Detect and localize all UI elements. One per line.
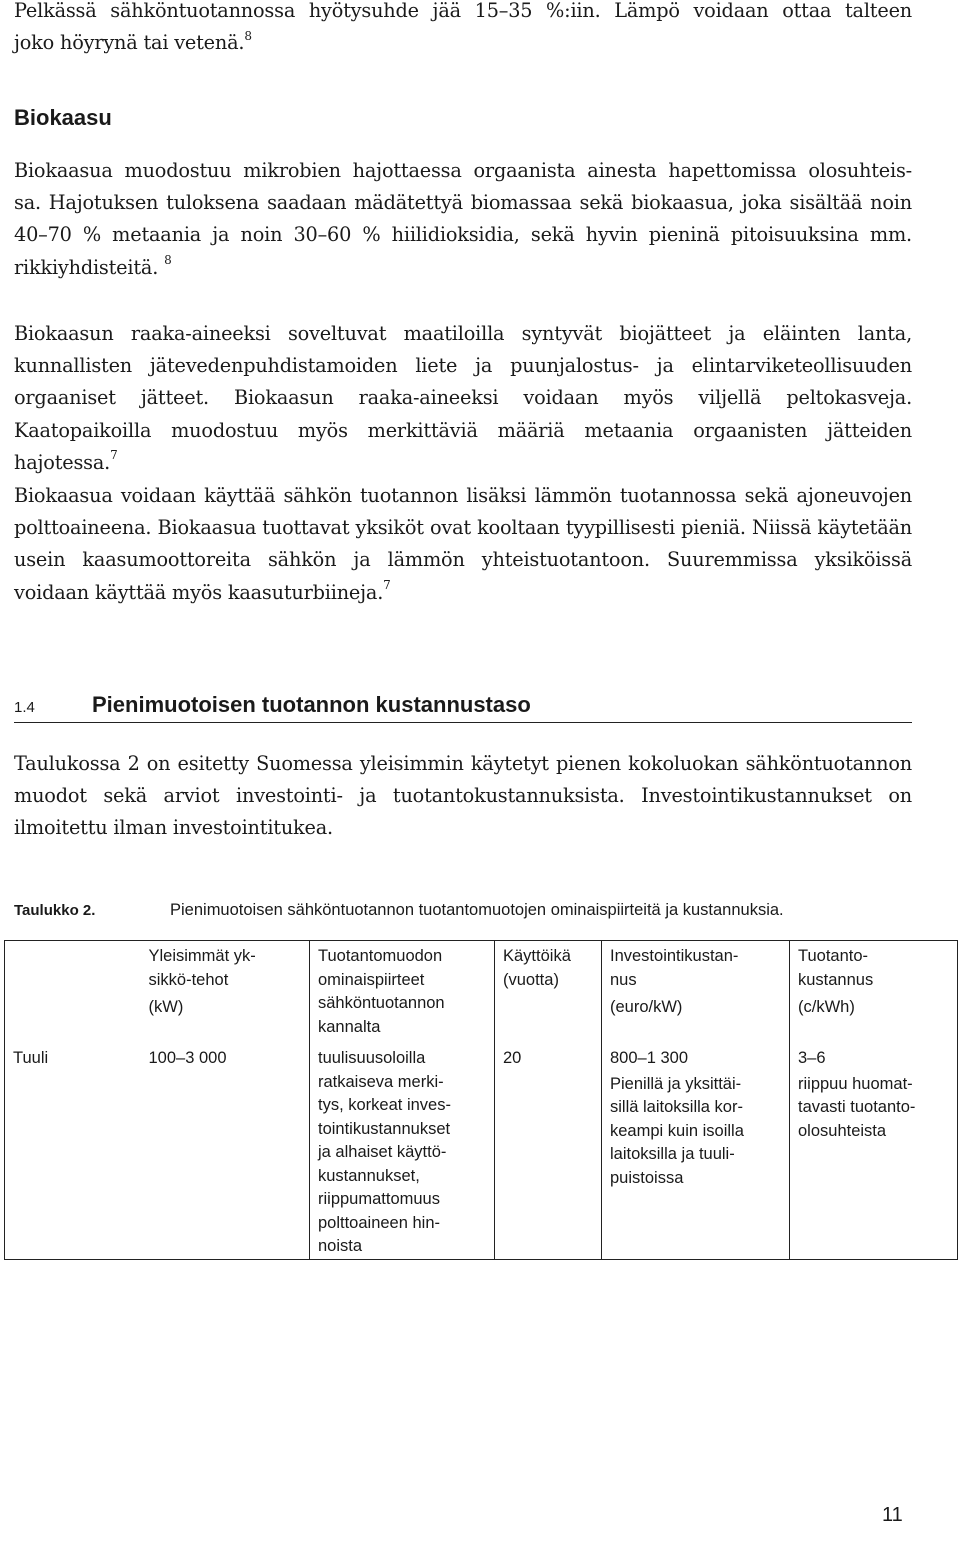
section-paragraph: Taulukossa 2 on esitetty Suomessa yleisimmin käytetyt pienen kokoluokan sähköntuotannon muodot sekä arviot investointi- ja tuotantokustannuksista. Investointikustannukset on ilmoitettu ilman investointitukea. <box>14 752 912 840</box>
biokaasu-p1-rest: sa. Hajotuksen tuloksena saadaan mädätettyä biomassaa sekä biokaasua, joka sisältää noin 40–70 % metaania ja noin 30–60 % hiilidioksidia, sekä hyvin pieninä pitoisuuksina mm. rikkiyhdisteitä. $^8$ <box>14 191 912 279</box>
footnote-ref: 7 <box>110 448 118 463</box>
biokaasu-heading: Biokaasu <box>14 105 112 130</box>
section-heading <box>14 692 912 723</box>
biokaasu-paragraph-3: Biokaasua voidaan käyttää sähkön tuotannon lisäksi lämmön tuotannossa sekä ajoneuvojen polttoaineena. Biokaasua tuottavat yksiköt ovat kooltaan tyypillisesti pieniä. Niissä käytetään usein kaasumoottoreita sähkön ja lämmön yhteistuotantoon. Suuremmissa yksiköissä voidaan käyttää myös kaasuturbiineja.$^7$ <box>14 484 912 604</box>
cell-name: Tuuli <box>13 1049 49 1067</box>
table-row <box>5 1043 958 1259</box>
header-empty <box>5 941 141 1044</box>
page-number: 11 <box>882 1504 903 1526</box>
cell-production-cost: 3–6 riippuu huomat- tavasti tuotanto- olosuhteista <box>790 1043 958 1259</box>
cell-investment: 800–1 300 Pienillä ja yksittäi- sillä laitoksilla kor- keampi kuin isoilla laitoksilla ja tuuli- puistoissa <box>602 1043 790 1259</box>
cost-table <box>4 940 958 1260</box>
table-header-row <box>5 941 958 1044</box>
cell-power: 100–3 000 <box>148 1049 227 1067</box>
header-features: Tuotantomuodon ominaispiirteet sähköntuotannon kannalta <box>310 941 495 1044</box>
section-title: Pienimuotoisen tuotannon kustannustaso <box>92 692 531 717</box>
table-caption-label: Taulukko 2. <box>14 902 96 919</box>
intro-paragraph <box>14 0 912 59</box>
cell-lifetime: 20 <box>495 1043 602 1259</box>
intro-line-2: joko höyrynä tai vetenä.$^8$ <box>14 28 252 55</box>
header-production-cost: Tuotanto- kustannus (c/kWh) <box>790 941 958 1044</box>
table-caption-text: Pienimuotoisen sähköntuotannon tuotantomuotojen ominaispiirteitä ja kustannuksia. <box>170 901 784 919</box>
section-number: 1.4 <box>14 699 35 716</box>
header-investment: Investointikustan- nus (euro/kW) <box>602 941 790 1044</box>
footnote-ref: 8 <box>164 253 172 268</box>
biokaasu-paragraph-1 <box>14 155 912 284</box>
intro-line-1: Pelkässä sähköntuotannossa hyötysuhde jää 15–35 %:iin. Lämpö voidaan ottaa talteen <box>14 0 912 22</box>
footnote-ref: 7 <box>383 578 391 593</box>
header-unit-power: Yleisimmät yk- sikkö-tehot (kW) <box>148 947 256 1016</box>
cell-features: tuulisuusoloilla ratkaiseva merki- tys, korkeat inves- tointikustannukset ja alhaiset käyttö- kustannukset, riippumattomuus polttoaineen hin- noista <box>310 1043 495 1259</box>
footnote-ref: 8 <box>244 28 252 43</box>
header-lifetime: Käyttöikä (vuotta) <box>495 941 602 1044</box>
biokaasu-p1-line-1: Biokaasua muodostuu mikrobien hajottaessa orgaanista ainesta hapettomissa olosuhteis- <box>14 159 912 182</box>
biokaasu-paragraph-2: Biokaasun raaka-aineeksi soveltuvat maatiloilla syntyvät biojätteet ja eläinten lanta, kunnallisten jätevedenpuhdistamoiden liete ja puunjalostus- ja elintarviketeollisuuden orgaaniset jätteet. Biokaasun raaka-aineeksi voidaan myös viljellä peltokasveja. Kaatopaikoilla muodostuu myös merkittäviä määriä metaania orgaanisten jätteiden hajotessa.$^7$ <box>14 322 912 474</box>
